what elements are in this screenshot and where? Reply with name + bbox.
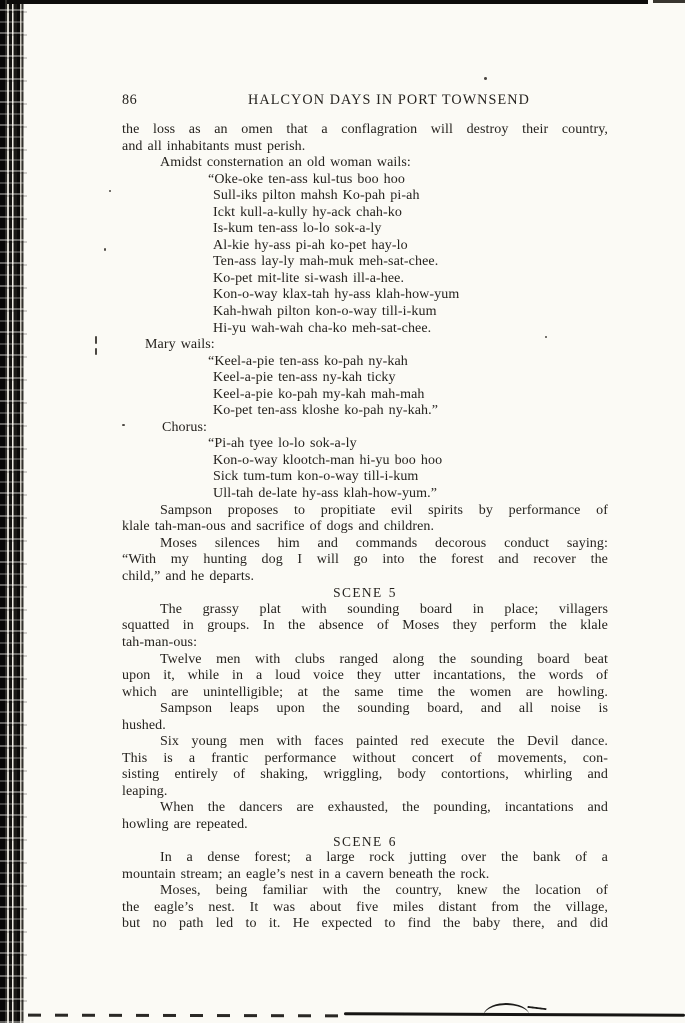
page-text <box>122 122 608 933</box>
text-line: tah-man-ous: <box>122 634 198 650</box>
text-line: Ko-pet ten-ass kloshe ko-pah ny-kah.” <box>213 403 439 419</box>
top-edge-line-fragment <box>653 0 685 3</box>
text-line: but no path led to it. He expected to find the baby there, and did <box>122 916 608 932</box>
top-edge-line <box>7 0 648 4</box>
text-line: Ten-ass lay-ly mah-muk meh-sat-chee. <box>213 254 439 270</box>
text-line: “Keel-a-pie ten-ass ko-pah ny-kah <box>208 353 408 369</box>
text-line: Is-kum ten-ass lo-lo sok-a-ly <box>213 221 382 237</box>
text-line: sisting entirely of shaking, wriggling, body contortions, whirling and <box>122 767 608 783</box>
text-line: Moses silences him and commands decorous conduct saying: <box>160 535 608 551</box>
text-line: In a dense forest; a large rock jutting over the bank of a <box>160 850 608 866</box>
text-line: Keel-a-pie ko-pah my-kah mah-mah <box>213 386 425 402</box>
text-line: Twelve men with clubs ranged along the sounding board beat <box>160 651 608 667</box>
scan-speck <box>109 190 111 192</box>
text-line: Kon-o-way klax-tah hy-ass klah-how-yum <box>213 287 460 303</box>
bottom-page-curl-mark <box>483 1002 529 1018</box>
text-line: klale tah-man-ous and sacrifice of dogs and children. <box>122 519 435 535</box>
page-number: 86 <box>122 92 138 108</box>
text-line: mountain stream; an eagle’s nest in a cavern beneath the rock. <box>122 866 490 882</box>
text-line: Sampson leaps upon the sounding board, and all noise is <box>160 701 608 717</box>
text-line: Sull-iks pilton mahsh Ko-pah pi-ah <box>213 188 420 204</box>
text-line: Sick tum-tum kon-o-way till-i-kum <box>213 469 419 485</box>
text-line: Chorus: <box>162 419 208 435</box>
text-line: The grassy plat with sounding board in place; villagers <box>160 601 608 617</box>
text-line: squatted in groups. In the absence of Moses they perform the klale <box>122 618 608 634</box>
text-line: hushed. <box>122 717 166 733</box>
text-line: This is a frantic performance without concert of movements, con- <box>122 750 608 766</box>
text-line: Moses, being familiar with the country, knew the location of <box>160 883 608 899</box>
text-line: leaping. <box>122 783 168 799</box>
text-line: Hi-yu wah-wah cha-ko meh-sat-chee. <box>213 320 432 336</box>
text-line: “Oke-oke ten-ass kul-tus boo hoo <box>208 171 405 187</box>
scan-speck <box>484 77 487 80</box>
text-line: Ull-tah de-late hy-ass klah-how-yum.” <box>213 486 438 502</box>
text-line: and all inhabitants must perish. <box>122 138 306 154</box>
text-line: upon it, while in a loud voice they utter incantations, the words of <box>122 668 608 684</box>
text-line: Ko-pet mit-lite si-wash ill-a-hee. <box>213 270 405 286</box>
bottom-page-curl-tail <box>526 1006 546 1018</box>
running-title: HALCYON DAYS IN PORT TOWNSEND <box>248 92 530 108</box>
text-line: When the dancers are exhausted, the pounding, incantations and <box>160 800 608 816</box>
binding-gutter-shadow <box>0 0 27 1023</box>
bottom-edge-dashes <box>28 1014 346 1018</box>
text-line: Keel-a-pie ten-ass ny-kah ticky <box>213 370 396 386</box>
text-line: Al-kie hy-ass pi-ah ko-pet hay-lo <box>213 237 408 253</box>
text-line: Kon-o-way klootch-man hi-yu boo hoo <box>213 452 443 468</box>
scene-heading: SCENE 6 <box>333 833 397 849</box>
text-line: Mary wails: <box>145 337 215 353</box>
text-line: Sampson proposes to propitiate evil spirits by performance of <box>160 502 608 518</box>
text-line: Six young men with faces painted red execute the Devil dance. <box>160 734 608 750</box>
text-line: Kah-hwah pilton kon-o-way till-i-kum <box>213 304 437 320</box>
text-line: Ickt kull-a-kully hy-ack chah-ko <box>213 204 402 220</box>
text-line: the eagle’s nest. It was about five miles distant from the village, <box>122 899 608 915</box>
text-line: “With my hunting dog I will go into the forest and recover the <box>122 552 608 568</box>
text-line: “Pi-ah tyee lo-lo sok-a-ly <box>208 436 357 452</box>
text-line: Amidst consternation an old woman wails: <box>160 155 411 171</box>
margin-mark <box>95 348 97 355</box>
text-line: which are unintelligible; at the same time the women are howling. <box>122 684 608 700</box>
text-line: the loss as an omen that a conflagration will destroy their country, <box>122 122 608 137</box>
text-line: child,” and he departs. <box>122 568 255 584</box>
scene-heading: SCENE 5 <box>333 585 397 601</box>
scan-speck <box>104 248 106 251</box>
text-line: howling are repeated. <box>122 816 248 832</box>
margin-mark <box>95 336 97 344</box>
